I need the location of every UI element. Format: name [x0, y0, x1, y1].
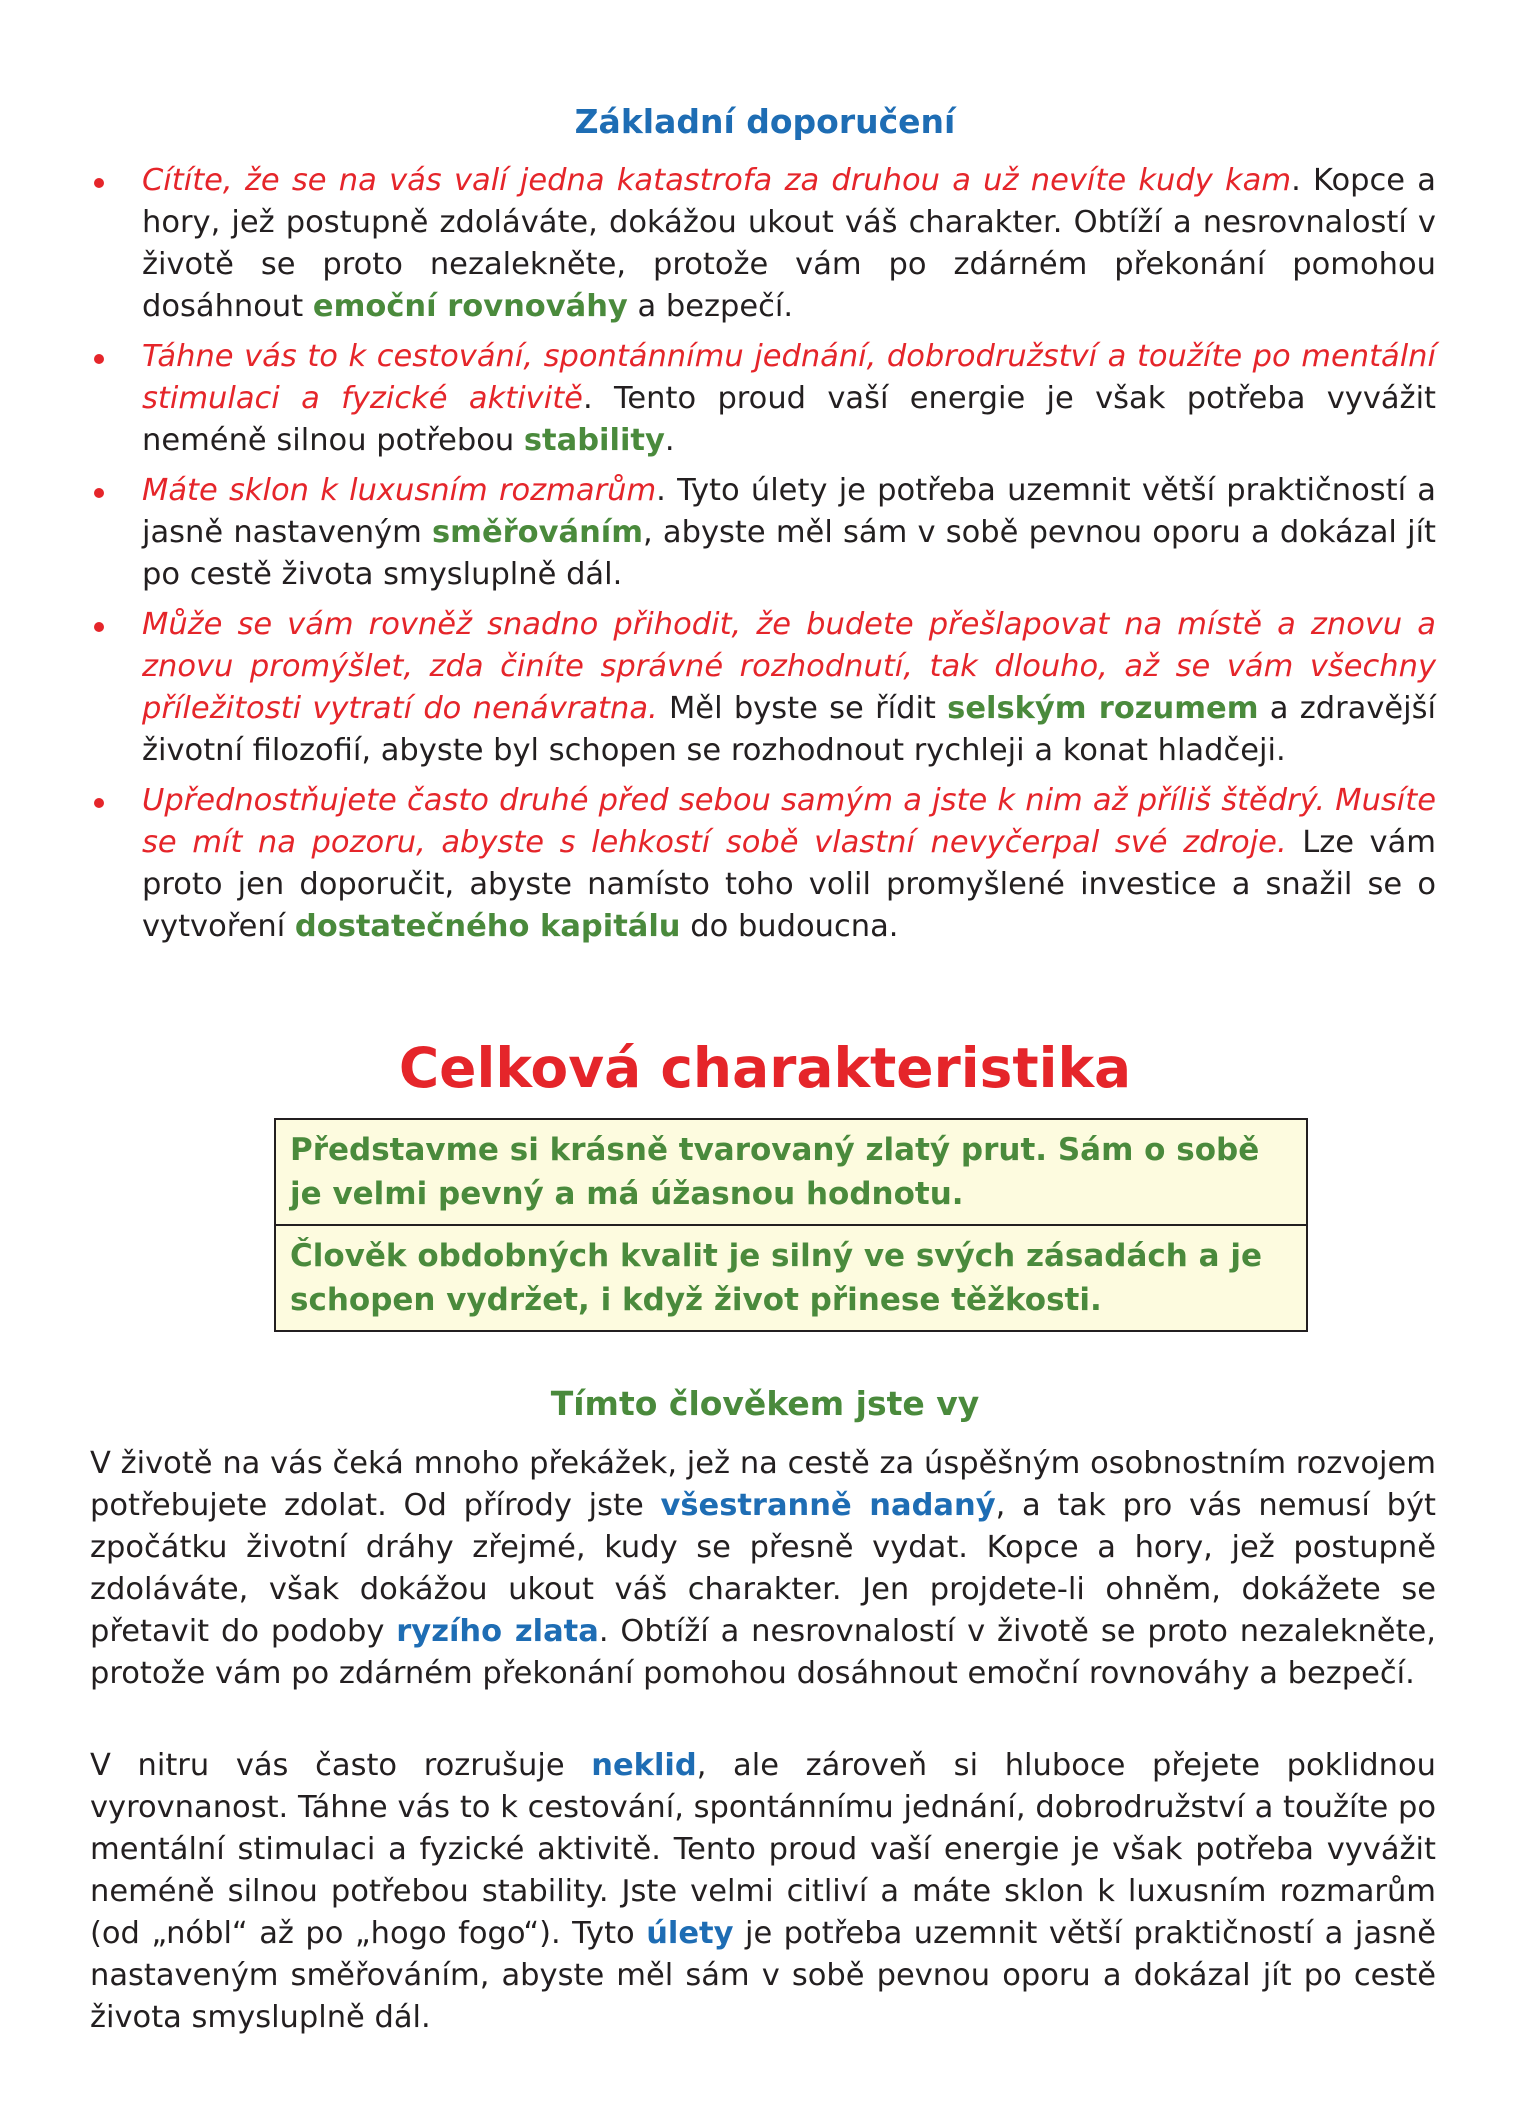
body-text: do budoucna.	[680, 909, 899, 944]
recommendations-list	[90, 160, 1436, 956]
body-text: Lze vám proto jen doporučit, abyste namísto toho volil promyšlené investice a snažil se o vytvoření	[142, 825, 1437, 944]
body-text: V nitru vás často rozrušuje	[90, 1748, 592, 1783]
body-text: a zdravější životní filozofií, abyste byl schopen se rozhodnout rychleji a konat hladčeji.	[142, 691, 1436, 768]
body-text: a bezpečí.	[627, 289, 794, 324]
italic-text: Může se vám rovněž snadno přihodit, že budete přešlapovat na místě a znovu a znovu promýšlet, zda činíte správné rozhodnutí, tak dlouho, až se vám všechny příležitosti vytratí do nenávratna.	[142, 607, 1436, 726]
italic-text: Cítíte, že se na vás valí jedna katastrofa za druhou a už nevíte kudy kam	[142, 163, 1292, 198]
heading-overall-characteristics: Celková charakteristika	[398, 1036, 1132, 1100]
heading-this-is-you: Tímto člověkem jste vy	[550, 1384, 980, 1423]
list-item	[90, 604, 1436, 772]
body-text: . Kopce a hory, jež postupně zdoláváte, dokážou ukout váš charakter. Obtíží a nesrovnalostí v životě se proto nezalekněte, protože vám po zdárném překonání pomohou dosáhnout	[142, 163, 1436, 324]
body-text: . Tento proud vaší energie je však potřeba vyvážit neméně silnou potřebou	[142, 381, 1437, 458]
paragraph	[90, 1443, 1436, 1695]
body-text: V životě na vás čeká mnoho překážek, jež na cestě za úspěšným osobnostním rozvojem potřebujete zdolat. Od přírody jste	[90, 1446, 1436, 1523]
body-text: Měl byste se řídit	[657, 691, 948, 726]
body-text: . Tyto úlety je potřeba uzemnit větší praktičností a jasně nastaveným	[142, 473, 1436, 550]
body-text: .	[664, 423, 675, 458]
body-text: , ale zároveň si hluboce přejete poklidnou vyrovnanost. Táhne vás to k cestování, spontánnímu jednání, dobrodružství a toužíte po mentální stimulaci a fyzické aktivitě. Tento proud vaší energie je však potřeba vyvážit neméně silnou potřebou stability. Jste velmi citliví a máte sklon k luxusním rozmarům (od „nóbl“ až po „hogo fogo“). Tyto	[90, 1748, 1436, 1951]
highlight-text: úlety	[646, 1916, 734, 1951]
highlight-text: směřováním	[432, 515, 644, 550]
list-item	[90, 336, 1436, 462]
highlight-text: ryzího zlata	[396, 1614, 599, 1649]
italic-text: Máte sklon k luxusním rozmarům	[142, 473, 657, 508]
heading-basic-recommendations: Základní doporučení	[574, 102, 956, 141]
body-text: . Obtíží a nesrovnalostí v životě se proto nezalekněte, protože vám po zdárném překonání pomohou dosáhnout emoční rovnováhy a bezpečí.	[90, 1614, 1436, 1691]
highlight-text: selským rozumem	[947, 691, 1259, 726]
body-text: je potřeba uzemnit větší praktičností a jasně nastaveným směřováním, abyste měl sám v sobě pevnou oporu a dokázal jít po cestě života smysluplně dál.	[90, 1916, 1436, 2035]
highlight-text: neklid	[591, 1748, 697, 1783]
highlight-text: stability	[523, 423, 665, 458]
list-item	[90, 780, 1436, 948]
box-row: Představme si krásně tvarovaný zlatý prut. Sám o sobě je velmi pevný a má úžasnou hodnotu.	[290, 1132, 1260, 1212]
body-text: , abyste měl sám v sobě pevnou oporu a dokázal jít po cestě života smysluplně dál.	[142, 515, 1437, 592]
italic-text: Táhne vás to k cestování, spontánnímu jednání, dobrodružství a toužíte po mentální stimulaci a fyzické aktivitě	[142, 339, 1436, 416]
list-item	[90, 470, 1436, 596]
highlight-text: emoční rovnováhy	[312, 289, 628, 324]
body-text: , a tak pro vás nemusí být zpočátku životní dráhy zřejmé, kudy se přesně vydat. Kopce a hory, jež postupně zdoláváte, však dokážou ukout váš charakter. Jen projdete-li ohněm, dokážete se přetavit do podoby	[90, 1488, 1436, 1649]
highlight-text: všestranně nadaný	[660, 1488, 996, 1523]
highlight-text: dostatečného kapitálu	[294, 909, 681, 944]
box-row: Člověk obdobných kvalit je silný ve svých zásadách a je schopen vydržet, i když život přinese těžkosti.	[276, 1224, 1306, 1330]
highlight-box	[274, 1118, 1308, 1332]
list-item	[90, 160, 1436, 328]
paragraph	[90, 1745, 1436, 2039]
italic-text: Upřednostňujete často druhé před sebou samým a jste k nim až příliš štědrý. Musíte se mít na pozoru, abyste s lehkostí sobě vlastní nevyčerpal své zdroje.	[142, 783, 1436, 860]
